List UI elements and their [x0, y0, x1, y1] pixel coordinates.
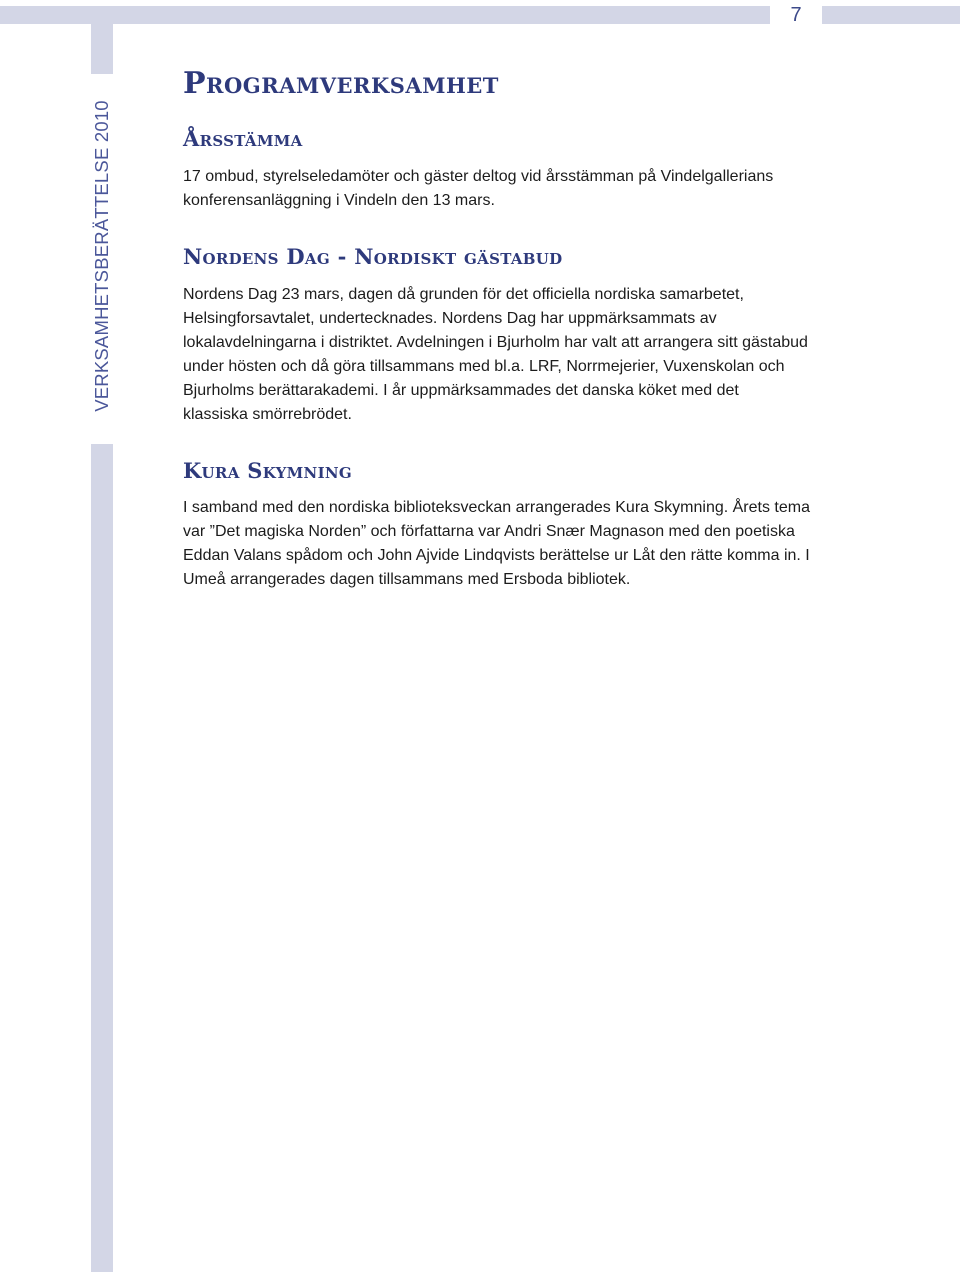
side-decor-bar-top — [91, 24, 113, 74]
section-heading-nordens-dag: Nordens Dag - Nordiskt gästabud — [183, 244, 563, 269]
section-text-arsstamma: 17 ombud, styrelseledamöter och gäster deltog vid årsstämman på Vindelgallerians konferensanläggning i Vindeln den 13 mars. — [183, 168, 774, 209]
side-label: VERKSAMHETSBERÄTTELSE 2010 — [91, 100, 112, 412]
page-number: 7 — [790, 4, 802, 26]
section-text-nordens-dag: Nordens Dag 23 mars, dagen då grunden för det officiella nordiska samarbetet, Helsingforsavtalet, undertecknades. Nordens Dag har uppmärksammats av lokalavdelningarna i distriktet. Avdelningen i Bjurholm har valt att arrangera sitt gästabud under hösten och då göra tillsammans med bl.a. LRF, Norrmejerier, Vuxenskolan och Bjurholms berättarakademi. I år uppmärksammades det danska köket med det klassiska smörrebrödet. — [183, 286, 808, 423]
section-heading-arsstamma: Årsstämma — [183, 126, 303, 151]
section-heading-kura-skymning: Kura Skymning — [183, 458, 353, 483]
top-decor-bar-right — [822, 6, 960, 24]
section-text-kura-skymning: I samband med den nordiska biblioteksveckan arrangerades Kura Skymning. Årets tema var ”Det magiska Norden” och författarna var Andri Snær Magnason med den poetiska Eddan Valans spådom och John Ajvide Lindqvists berättelse ur Låt den rätte komma in. I Umeå arrangerades dagen tillsammans med Ersboda bibliotek. — [183, 499, 810, 588]
page-title: Programverksamhet — [183, 66, 499, 101]
top-decor-bar — [0, 6, 770, 24]
side-decor-bar-bottom — [91, 444, 113, 1272]
